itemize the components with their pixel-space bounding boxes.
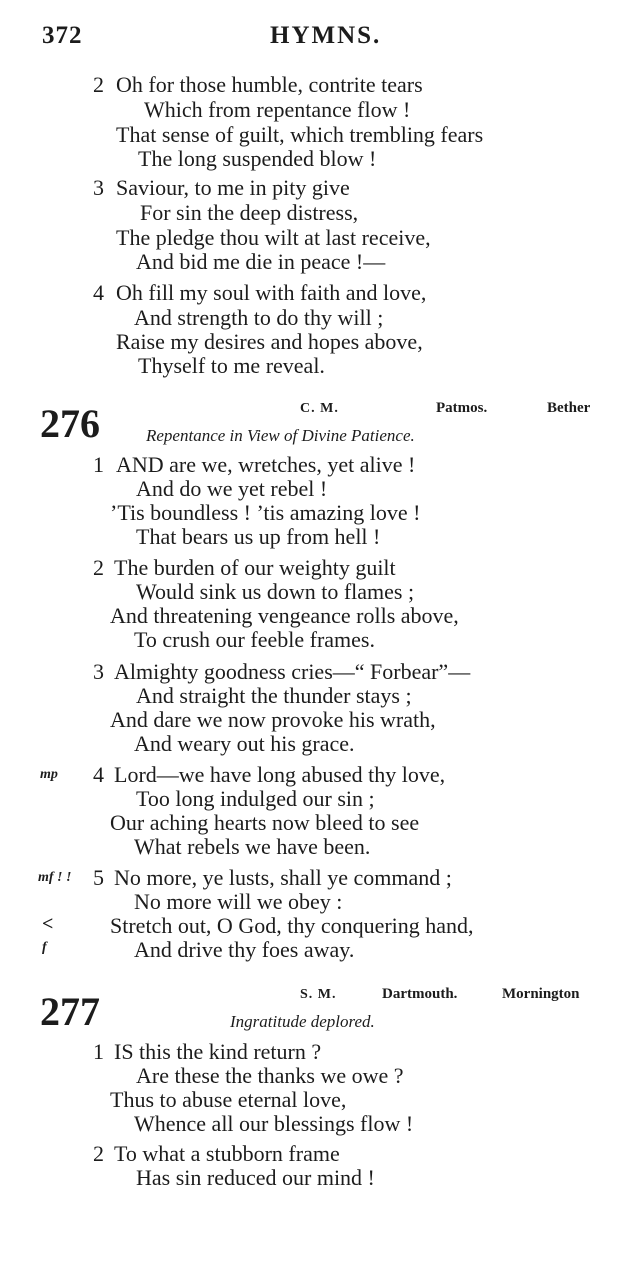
hymn-number: 276 — [40, 401, 100, 446]
hymn-title: Ingratitude deplored. — [230, 1012, 375, 1031]
verse-line: And dare we now provoke his wrath, — [110, 707, 436, 732]
forte-mark: f — [42, 940, 47, 955]
dynamic-marking: mp — [40, 767, 58, 782]
tune-name: Mornington — [502, 986, 580, 1002]
running-head: HYMNS. — [270, 22, 382, 49]
verse-number: 3 — [93, 175, 104, 200]
verse-line: IS this the kind return ? — [114, 1039, 322, 1064]
verse-line: Which from repentance flow ! — [144, 97, 411, 122]
verse-number: 4 — [93, 280, 104, 305]
hymn-title: Repentance in View of Divine Patience. — [146, 426, 415, 445]
verse-line: What rebels we have been. — [134, 834, 371, 859]
verse-line: To what a stubborn frame — [114, 1141, 340, 1166]
verse-line: Thyself to me reveal. — [138, 353, 325, 378]
verse-number: 1 — [93, 1039, 104, 1064]
verse-line: Would sink us down to flames ; — [136, 579, 415, 604]
verse-line: And threatening vengeance rolls above, — [110, 603, 459, 628]
verse-line: Has sin reduced our mind ! — [136, 1165, 375, 1190]
verse-line: Our aching hearts now bleed to see — [110, 810, 420, 835]
verse-line: Raise my desires and hopes above, — [116, 329, 423, 354]
verse-line: Are these the thanks we owe ? — [136, 1063, 404, 1088]
verse-line: No more, ye lusts, shall ye command ; — [114, 865, 452, 890]
verse-line: Oh for those humble, contrite tears — [116, 72, 423, 97]
verse-line: Thus to abuse eternal love, — [110, 1087, 347, 1112]
tune-name: Dartmouth. — [382, 986, 458, 1002]
verse-number: 2 — [93, 72, 104, 97]
verse-line: The pledge thou wilt at last receive, — [116, 225, 431, 250]
verse-line: Stretch out, O God, thy conquering hand, — [110, 913, 474, 938]
verse-line: The burden of our weighty guilt — [114, 555, 396, 580]
verse-number: 1 — [93, 452, 104, 477]
tune-name: Patmos. — [436, 400, 488, 416]
verse-line: Almighty goodness cries—“ Forbear”— — [114, 659, 471, 684]
verse-line: And weary out his grace. — [134, 731, 355, 756]
verse-number: 2 — [93, 1141, 104, 1166]
verse-line: That bears us up from hell ! — [136, 524, 381, 549]
verse-line: And do we yet rebel ! — [136, 476, 328, 501]
verse-line: To crush our feeble frames. — [134, 627, 375, 652]
verse-line: And bid me die in peace !— — [136, 249, 386, 274]
verse-line: Oh fill my soul with faith and love, — [116, 280, 427, 305]
dynamic-marking: mf ! ! — [38, 870, 72, 885]
verse-line: AND are we, wretches, yet alive ! — [116, 452, 416, 477]
verse-number: 2 — [93, 555, 104, 580]
verse-line: Whence all our blessings flow ! — [134, 1111, 414, 1136]
verse-line: That sense of guilt, which trembling fears — [116, 122, 484, 147]
page-number: 372 — [42, 22, 83, 49]
crescendo-mark: < — [42, 913, 54, 935]
verse-line: For sin the deep distress, — [140, 200, 359, 225]
verse-number: 5 — [93, 865, 104, 890]
verse-line: Lord—we have long abused thy love, — [114, 762, 446, 787]
tune-name: Bether — [547, 400, 591, 416]
verse-line: Too long indulged our sin ; — [136, 786, 375, 811]
verse-line: And drive thy foes away. — [134, 937, 355, 962]
hymn-meter: C. M. — [300, 401, 339, 416]
verse-line: And strength to do thy will ; — [134, 305, 384, 330]
verse-number: 4 — [93, 762, 104, 787]
verse-line: The long suspended blow ! — [138, 146, 377, 171]
verse-line: No more will we obey : — [134, 889, 343, 914]
hymn-number: 277 — [40, 989, 100, 1034]
verse-line: And straight the thunder stays ; — [136, 683, 412, 708]
verse-line: ’Tis boundless ! ’tis amazing love ! — [110, 500, 421, 525]
verse-number: 3 — [93, 659, 104, 684]
hymn-meter: S. M. — [300, 987, 337, 1002]
verse-line: Saviour, to me in pity give — [116, 175, 350, 200]
